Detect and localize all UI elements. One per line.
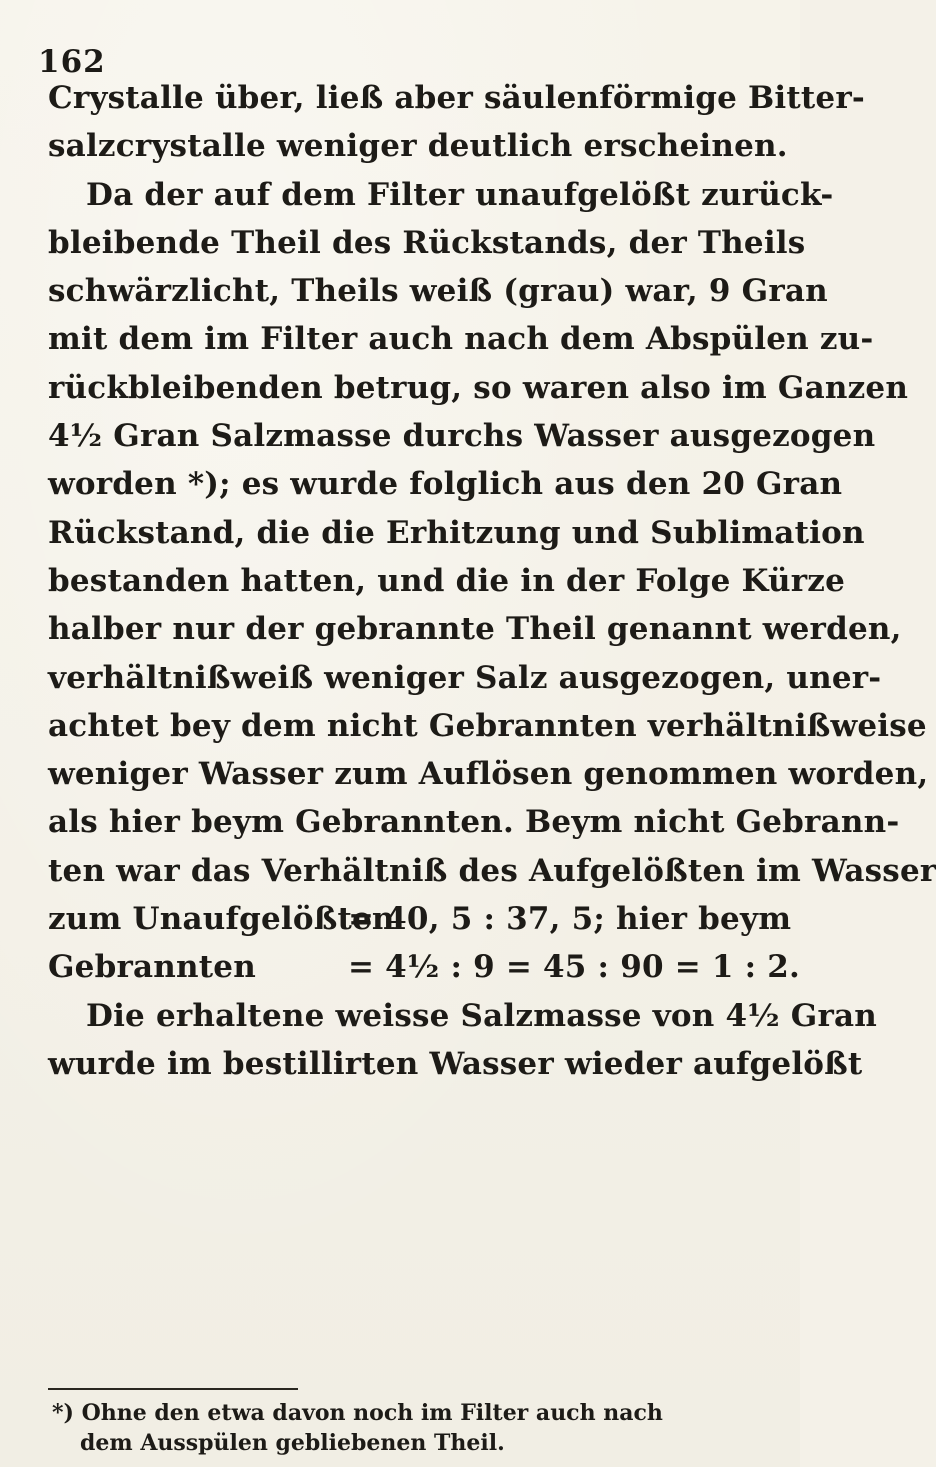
text-line: rückbleibenden betrug, so waren also im Ganzen — [48, 369, 909, 406]
text-line: Crystalle über, ließ aber säulenförmige Bitter- — [48, 80, 865, 116]
ratio-value: = 40, 5 : 37, 5; hier beym — [348, 901, 792, 938]
footnote-line: *) Ohne den etwa davon noch im Filter auch nach — [52, 1400, 663, 1426]
text-line: bestanden hatten, und die in der Folge Kürze — [48, 562, 845, 599]
text-line: 4½ Gran Salzmasse durchs Wasser ausgezogen — [48, 418, 876, 455]
text-line: bleibende Theil des Rückstands, der Theils — [48, 224, 806, 261]
text-line: wurde im bestillirten Wasser wieder aufgelößt — [48, 1045, 863, 1082]
footnote-line: dem Ausspülen gebliebenen Theil. — [80, 1430, 505, 1456]
footnote — [52, 1398, 782, 1458]
text-line: Die erhaltene weisse Salzmasse von 4½ Gran — [86, 997, 878, 1034]
footnote-divider — [48, 1388, 298, 1390]
ratio-label: zum Unaufgelößten — [48, 901, 395, 938]
text-line: halber nur der gebrannte Theil genannt werden, — [48, 611, 902, 648]
ratio-line — [48, 943, 801, 991]
ratio-line — [48, 895, 792, 943]
ratio-label: Gebrannten — [48, 949, 256, 986]
text-line: Rückstand, die die Erhitzung und Sublimation — [48, 514, 865, 551]
text-line: ten war das Verhältniß des Aufgelößten im Wasser — [48, 852, 936, 889]
text-line: weniger Wasser zum Auflösen genommen worden, — [48, 756, 929, 793]
text-line: als hier beym Gebrannten. Beym nicht Gebrann- — [48, 804, 900, 841]
text-line: Da der auf dem Filter unaufgelößt zurück- — [86, 176, 834, 213]
text-line: mit dem im Filter auch nach dem Abspülen zu- — [48, 321, 874, 358]
ratio-value: = 4½ : 9 = 45 : 90 = 1 : 2. — [348, 949, 801, 986]
text-line: salzcrystalle weniger deutlich erscheinen. — [48, 128, 788, 165]
text-line: worden *); es wurde folglich aus den 20 Gran — [48, 466, 843, 503]
text-line: verhältnißweiß weniger Salz ausgezogen, uner- — [48, 659, 882, 696]
text-line: schwärzlicht, Theils weiß (grau) war, 9 Gran — [48, 273, 828, 310]
page-number: 162 — [38, 44, 106, 80]
text-line: achtet bey dem nicht Gebrannten verhältnißweise — [48, 707, 927, 744]
body-text — [48, 74, 936, 1088]
